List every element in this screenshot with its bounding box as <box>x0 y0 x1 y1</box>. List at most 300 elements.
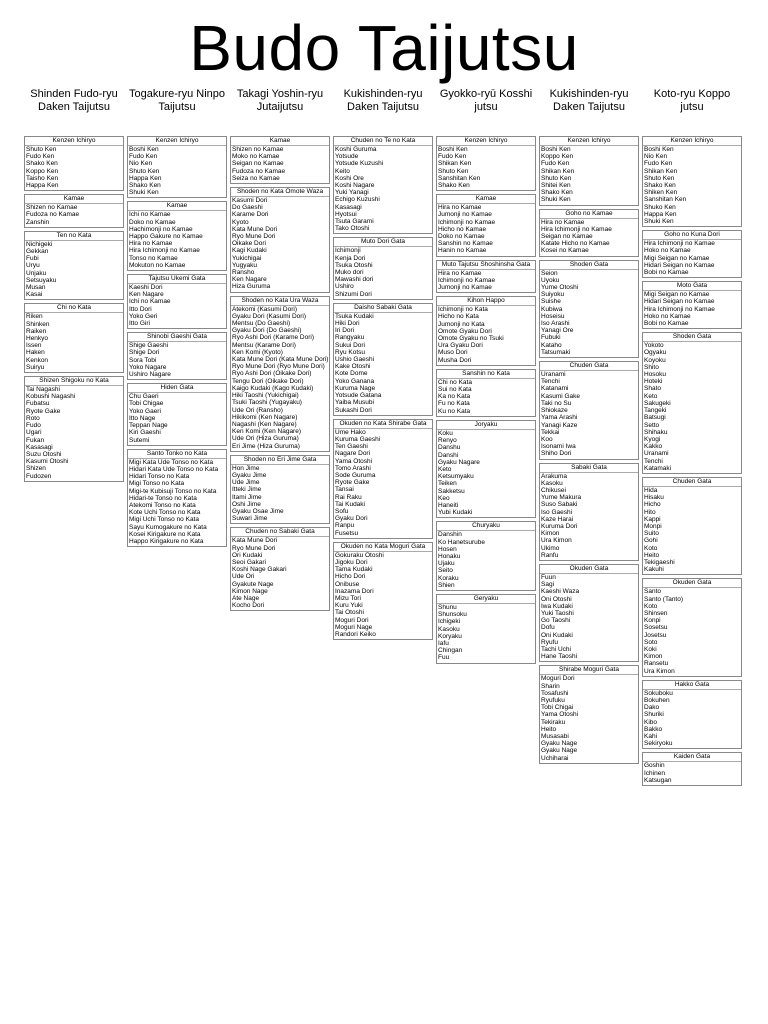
technique-item: Gyaku Jime <box>232 471 267 479</box>
technique-item: Shako Ken <box>26 160 58 168</box>
technique-item: Shitei Ken <box>541 182 571 190</box>
technique-item: Iso Arashi <box>541 320 570 328</box>
technique-item: Setsuyaku <box>26 276 57 284</box>
technique-item: Kappi <box>644 515 661 523</box>
technique-item: Shige Dori <box>129 349 160 357</box>
technique-item: Renyo <box>438 437 457 445</box>
group-title: Goho no Kuna Dori <box>643 231 741 240</box>
technique-item: Kimon <box>644 653 663 661</box>
technique-group <box>642 332 742 474</box>
technique-item: Hira no Kamae <box>129 240 173 248</box>
technique-item: Gyaku Dori (Kasumi Dori) <box>232 312 307 320</box>
technique-item: Hicho Dori <box>335 573 366 581</box>
technique-item: Koyoku <box>644 356 666 364</box>
technique-item: Itto Giri <box>129 320 150 328</box>
technique-item: Iso Gaeshi <box>541 508 573 516</box>
technique-item: Onibuse <box>335 580 360 588</box>
technique-item: Hosen <box>438 545 457 553</box>
technique-item: Fukan <box>26 436 45 444</box>
technique-item: Itami Jime <box>232 493 262 501</box>
technique-group <box>230 187 330 293</box>
technique-list <box>540 371 638 458</box>
technique-list <box>25 241 123 300</box>
technique-item: Arakuma <box>541 472 568 480</box>
technique-item: Iri Dori <box>335 327 355 335</box>
technique-item: Ryote Gake <box>335 479 370 487</box>
group-title: Muto Dori Gata <box>334 238 432 247</box>
technique-item: Kyogi <box>644 435 661 443</box>
technique-item: Danshu <box>438 444 461 452</box>
technique-item: Danshi <box>438 451 459 459</box>
technique-item: Tengu Dori (Oikake Dori) <box>232 377 304 385</box>
technique-item: Yotsude Gatana <box>335 392 382 400</box>
technique-item: Kenkon <box>26 356 49 364</box>
technique-item: Katsugan <box>644 776 672 784</box>
technique-group <box>642 136 742 227</box>
technique-item: Hicho no Kata <box>438 313 479 321</box>
technique-item: Ushio Gaeshi <box>335 356 375 364</box>
technique-item: Muko dori <box>335 269 364 277</box>
technique-group <box>539 260 639 358</box>
technique-item: Sagi <box>541 581 555 589</box>
technique-item: Shunsoku <box>438 611 467 619</box>
technique-item: Hosoku <box>644 371 667 379</box>
technique-group <box>127 449 227 547</box>
technique-item: Ichi no Kamae <box>129 298 171 306</box>
technique-item: Shuki Ken <box>644 218 674 226</box>
technique-item: Tobi Chigae <box>129 400 164 408</box>
technique-item: Fusetsu <box>335 529 359 537</box>
technique-group <box>642 680 742 750</box>
group-title: Daisho Sabaki Gata <box>334 304 432 313</box>
technique-item: Fu no Kata <box>438 400 470 408</box>
technique-group <box>436 260 536 294</box>
technique-item: Shizen no Kamae <box>232 146 284 153</box>
technique-item: Atekomi (Kasumi Dori) <box>232 305 298 313</box>
technique-list <box>437 604 535 663</box>
technique-list <box>25 146 123 190</box>
technique-item: Kyoto <box>232 218 249 226</box>
technique-item: Suso Sabaki <box>541 501 578 509</box>
technique-item: Gyaku Nagare <box>438 458 480 466</box>
technique-item: Chikusei <box>541 486 566 494</box>
technique-item: Mentsu (Do Gaeshi) <box>232 320 291 328</box>
technique-item: Tatsumaki <box>541 348 571 356</box>
technique-item: Ori Kudaki <box>232 551 263 559</box>
technique-item: Seigan no Kamae <box>541 233 593 241</box>
group-title: Okuden no Kata Shirabe Gata <box>334 420 432 429</box>
technique-item: Yubi Kudaki <box>438 509 473 517</box>
technique-list <box>540 146 638 205</box>
technique-item: Ryo Mune Dori (Ryo Mune Dori) <box>232 363 325 371</box>
technique-item: Shuko Ken <box>644 203 676 211</box>
technique-item: Shiken Ken <box>644 189 678 197</box>
technique-group <box>642 578 742 676</box>
technique-item: Ku no Kata <box>438 407 471 415</box>
technique-item: Kata Mune Dori (Kata Mune Dori) <box>232 356 329 364</box>
technique-item: Bobi no Kamae <box>644 320 689 328</box>
technique-group <box>642 752 742 786</box>
technique-item: Tekigaeshi <box>644 558 675 566</box>
technique-item: Koshi Guruma <box>335 146 377 153</box>
technique-item: Ichimonji no Kamae <box>438 218 496 226</box>
technique-item: Happa Ken <box>644 210 677 218</box>
technique-item: Shuki Ken <box>129 189 159 197</box>
technique-item: Bakko <box>644 725 663 733</box>
technique-item: Gekkan <box>26 248 49 256</box>
technique-item: Mizu Tori <box>335 594 361 602</box>
technique-item: Hida <box>644 486 658 494</box>
technique-item: Gyaku Osae Jime <box>232 507 284 515</box>
technique-item: Unjaku <box>26 269 47 277</box>
technique-item: Hito <box>644 508 656 516</box>
technique-item: Gokuraku Otoshi <box>335 551 384 559</box>
technique-group <box>333 136 433 234</box>
technique-item: Ume Hako <box>335 428 366 436</box>
technique-group <box>333 303 433 416</box>
technique-group <box>642 230 742 278</box>
technique-item: Sukui Dori <box>335 341 365 349</box>
technique-item: Shako Ken <box>644 182 676 190</box>
technique-item: Shihaku <box>644 428 668 436</box>
technique-item: Fudozen <box>26 472 52 480</box>
technique-group <box>24 194 124 228</box>
technique-item: Migi Seigan no Kamae <box>644 254 710 262</box>
technique-item: Shuto Ken <box>644 174 675 182</box>
ryu-column <box>24 88 124 485</box>
technique-item: Hidari Kata Ude Tonso no Kata <box>129 465 219 473</box>
technique-item: Fudo <box>26 422 41 430</box>
group-title: Hakko Gata <box>643 681 741 690</box>
technique-item: Sukashi Dori <box>335 406 372 414</box>
technique-item: Chu Gaeri <box>129 393 159 401</box>
technique-list <box>540 473 638 560</box>
technique-item: Keo <box>438 494 450 502</box>
technique-item: Moguri Nage <box>335 623 373 631</box>
group-title: Kenzen Ichiryo <box>128 137 226 146</box>
group-title: Churyaku <box>437 522 535 531</box>
technique-item: Hira Ichimonji no Kamae <box>644 305 715 313</box>
technique-item: Ugari <box>26 429 42 437</box>
technique-item: Tama Kudaki <box>335 566 373 574</box>
technique-item: Seion <box>541 269 558 277</box>
technique-item: Yoko Geri <box>129 312 158 320</box>
ryu-heading: Togakure-ryu Ninpo Taijutsu <box>129 88 225 113</box>
technique-item: Fudo Ken <box>26 153 55 161</box>
technique-group <box>24 231 124 301</box>
technique-item: Tsuki Taoshi (Yugayaku) <box>232 399 302 407</box>
technique-item: Rai Raku <box>335 493 362 501</box>
technique-item: Mokuton no Kamae <box>129 261 186 269</box>
technique-item: Fudo Ken <box>541 160 570 168</box>
technique-group <box>539 665 639 763</box>
technique-item: Sanshitan Ken <box>644 196 687 204</box>
technique-item: Shako Ken <box>541 189 573 197</box>
technique-item: Gyaku Dori (Do Gaeshi) <box>232 327 302 335</box>
technique-list <box>334 247 432 298</box>
technique-item: Shizen no Kamae <box>26 204 78 212</box>
technique-group <box>127 274 227 329</box>
technique-item: Inazama Dori <box>335 587 374 595</box>
technique-item: Tsuta Garami <box>335 218 374 226</box>
technique-item: Tsuka Kudaki <box>335 312 374 320</box>
technique-item: Ujaku <box>438 560 455 568</box>
technique-item: Koppo Ken <box>541 153 574 161</box>
technique-item: Kocho Dori <box>232 602 265 610</box>
technique-item: Konpi <box>644 617 661 625</box>
technique-item: Fudoza no Kamae <box>232 167 286 175</box>
technique-item: Katamaki <box>644 464 672 472</box>
technique-item: Ketsumyaku <box>438 473 474 481</box>
technique-list <box>437 430 535 517</box>
technique-item: Uchiharai <box>541 754 569 762</box>
technique-list <box>25 386 123 481</box>
technique-item: Koshi Nagare <box>335 182 375 190</box>
technique-item: Santo (Tanto) <box>644 595 684 603</box>
technique-item: Sakketsu <box>438 487 465 495</box>
technique-item: Fubi <box>26 255 39 263</box>
technique-list <box>643 762 741 785</box>
technique-item: Seigan no Kamae <box>232 160 284 168</box>
technique-item: Shien <box>438 581 455 589</box>
technique-item: Suiryu <box>26 363 45 371</box>
technique-item: Yama Otoshi <box>335 457 373 465</box>
technique-item: Batsugi <box>644 414 666 422</box>
technique-item: Ransetu <box>644 660 669 668</box>
technique-item: Dofu <box>541 624 555 632</box>
group-title: Goho no Kamae <box>540 210 638 219</box>
technique-item: Kasoku <box>541 479 563 487</box>
group-title: Kamae <box>25 195 123 204</box>
technique-item: Yama Arashi <box>541 414 578 422</box>
group-title: Kenzen Ichiryo <box>540 137 638 146</box>
technique-item: Suwari Jime <box>232 515 268 523</box>
technique-item: Kaeshi Waza <box>541 588 580 596</box>
technique-item: Yuki Yanagi <box>335 189 369 197</box>
technique-group <box>333 542 433 640</box>
technique-list <box>437 531 535 590</box>
technique-item: Ate Nage <box>232 594 260 602</box>
ryu-column <box>333 88 433 643</box>
technique-item: Uryu <box>26 262 40 270</box>
technique-item: Ichimonji <box>335 247 361 255</box>
technique-item: Keto <box>438 465 452 473</box>
technique-item: Ichinen <box>644 769 665 777</box>
technique-item: Koryaku <box>438 632 462 640</box>
technique-group <box>127 383 227 445</box>
technique-item: Doko no Kamae <box>438 233 485 241</box>
ryu-heading: Koto-ryu Koppo jutsu <box>653 88 731 113</box>
technique-list <box>334 429 432 538</box>
technique-list <box>643 487 741 574</box>
technique-item: Hira no Kamae <box>541 218 585 226</box>
technique-list <box>643 342 741 473</box>
technique-item: Ushiro Nagare <box>129 371 171 379</box>
technique-item: Migi Uchi Tonso no Kata <box>129 516 199 524</box>
technique-list <box>540 675 638 762</box>
technique-list <box>437 204 535 255</box>
technique-item: Ransho <box>232 269 255 277</box>
technique-item: Heito <box>541 725 557 733</box>
technique-item: Shizen <box>26 465 46 473</box>
technique-item: Yama Otoshi <box>541 711 579 719</box>
technique-item: Bokuhen <box>644 697 670 704</box>
technique-item: Kimon Nage <box>232 587 268 595</box>
technique-item: Nagare Dori <box>335 450 371 458</box>
technique-item: Sharin <box>541 682 560 690</box>
technique-item: Ryu Kotsu <box>335 348 365 356</box>
technique-list <box>334 552 432 639</box>
technique-item: Gyaku Dori <box>335 515 368 523</box>
technique-item: Kake Otoshi <box>335 363 371 371</box>
group-title: Sabaki Gata <box>540 464 638 473</box>
technique-group <box>230 136 330 184</box>
technique-item: Kosei no Kamae <box>541 247 589 255</box>
technique-list <box>643 588 741 675</box>
technique-item: Sakugeki <box>644 399 671 407</box>
technique-item: Shikan Ken <box>644 167 678 175</box>
technique-item: Tekkai <box>541 428 560 436</box>
technique-item: Kasoku <box>438 625 460 633</box>
technique-item: Iafu <box>438 639 449 647</box>
technique-item: Fudo Ken <box>129 153 158 161</box>
technique-list <box>540 574 638 661</box>
technique-group <box>539 209 639 257</box>
technique-item: Honaku <box>438 552 461 560</box>
technique-item: Yume Otoshi <box>541 284 579 292</box>
technique-item: Randori Keiko <box>335 630 376 638</box>
technique-item: Ukimo <box>541 544 560 552</box>
technique-item: Shinsen <box>644 609 668 617</box>
technique-item: Ken Nagare <box>129 291 164 299</box>
technique-item: Gyakute Nage <box>232 580 274 588</box>
technique-item: Boshi Ken <box>541 146 571 153</box>
technique-item: Suishe <box>541 298 561 306</box>
ryu-heading: Shinden Fudo-ryu Daken Taijutsu <box>30 88 118 113</box>
group-title: Shirabe Moguri Gata <box>540 666 638 675</box>
technique-item: Yoko Gaeri <box>129 407 161 415</box>
group-title: Chuden no Sabaki Gata <box>231 528 329 537</box>
group-title: Shoden Gata <box>643 333 741 342</box>
technique-item: Uyoku <box>541 276 560 284</box>
technique-item: Jigoku Dori <box>335 558 368 566</box>
technique-item: Santo <box>644 588 661 596</box>
technique-item: Seoi Gakari <box>232 558 266 566</box>
technique-item: Itteki Jime <box>232 486 262 494</box>
technique-item: Ude Ori <box>232 573 255 581</box>
ryu-column <box>642 88 742 789</box>
technique-list <box>128 284 226 328</box>
technique-item: Yuki Taoshi <box>541 609 574 617</box>
technique-list <box>128 146 226 197</box>
technique-item: Tai Nagashi <box>26 386 60 394</box>
technique-item: Tangeki <box>644 407 667 415</box>
technique-item: Koto <box>644 544 658 552</box>
technique-item: Setto <box>644 421 660 429</box>
technique-item: Kote Uchi Tonso no Kata <box>129 509 201 517</box>
technique-item: Shikan Ken <box>438 160 472 168</box>
technique-item: Roto <box>26 414 40 422</box>
group-title: Okuden Gata <box>540 565 638 574</box>
technique-item: Hidari Seigan no Kamae <box>644 261 715 269</box>
technique-item: Monpi <box>644 522 662 530</box>
technique-item: Kote Dome <box>335 370 368 378</box>
technique-group <box>24 303 124 373</box>
technique-item: Gyaku Nage <box>541 740 578 748</box>
group-title: Kihon Happo <box>437 297 535 306</box>
technique-list <box>643 291 741 328</box>
technique-item: Fuun <box>541 573 556 581</box>
technique-group <box>230 527 330 611</box>
technique-item: Shako Ken <box>129 182 161 190</box>
technique-list <box>128 459 226 546</box>
technique-item: Sofu <box>335 507 349 515</box>
technique-item: Kuruma Nage <box>335 384 376 392</box>
group-title: Moto Gata <box>643 282 741 291</box>
technique-item: Seiza no Kamae <box>232 174 280 182</box>
technique-item: Ude Ori (Hiza Guruma) <box>232 435 299 443</box>
technique-item: Hira no Kamae <box>438 269 482 277</box>
technique-item: Fudo Ken <box>438 153 467 161</box>
technique-item: Hiza Guruma <box>232 283 271 291</box>
technique-group <box>436 420 536 518</box>
technique-item: Ko Hanetsurube <box>438 538 485 546</box>
technique-item: Keito <box>335 167 350 175</box>
technique-item: Isonami Iwa <box>541 443 576 451</box>
technique-item: Ude Ori (Ransho) <box>232 406 283 414</box>
ryu-heading: Gyokko-ryū Kosshi jutsu <box>439 88 533 113</box>
technique-item: Fubuki <box>541 334 561 342</box>
technique-item: Ken Komi (Kyoto) <box>232 348 283 356</box>
technique-item: Hane Taoshi <box>541 653 578 661</box>
group-title: Chi no Kata <box>25 304 123 313</box>
group-title: Okuden no Kata Moguri Gata <box>334 543 432 552</box>
technique-item: Kata Mune Dori <box>232 225 278 233</box>
technique-item: Kubiwa <box>541 305 563 313</box>
technique-item: Shuriki <box>644 711 664 719</box>
technique-item: Kasasagi <box>26 443 53 451</box>
technique-item: Musasabi <box>541 733 569 741</box>
technique-item: Tachi Uchi <box>541 645 571 653</box>
technique-item: Migi-te Kubisuji Tonso no Kata <box>129 487 217 495</box>
technique-item: Itto Nage <box>129 414 156 422</box>
technique-item: Ranfu <box>541 551 559 559</box>
group-title: Kamae <box>128 202 226 211</box>
group-title: Kenzen Ichiryo <box>437 137 535 146</box>
technique-item: Hidari Seigan no Kamae <box>644 298 715 306</box>
technique-list <box>540 219 638 256</box>
technique-item: Doko no Kamae <box>129 218 176 226</box>
group-title: Shoden Gata <box>540 261 638 270</box>
technique-item: Musan <box>26 284 46 292</box>
technique-item: Atekomi Tonso no Kata <box>129 501 196 509</box>
technique-item: Ichimonji no Kata <box>438 306 488 314</box>
technique-item: Ryo Ashi Dori (Oikake Dori) <box>232 370 312 378</box>
technique-group <box>539 463 639 561</box>
technique-item: Hoteki <box>644 378 663 386</box>
technique-group <box>539 136 639 206</box>
technique-item: Oshi Jime <box>232 500 261 508</box>
ryu-column <box>230 88 330 614</box>
technique-item: Sanshitan Ken <box>438 174 481 182</box>
technique-item: Kuru Yuki <box>335 602 363 610</box>
technique-item: Kagi Kudaki <box>232 247 267 255</box>
technique-item: Nagashi (Ken Nagare) <box>232 420 297 428</box>
technique-item: Kasumi Otoshi <box>26 458 69 466</box>
technique-item: Taisho Ken <box>26 174 59 182</box>
technique-item: Boshi Ken <box>129 146 159 153</box>
technique-item: Nichigeki <box>26 240 53 248</box>
